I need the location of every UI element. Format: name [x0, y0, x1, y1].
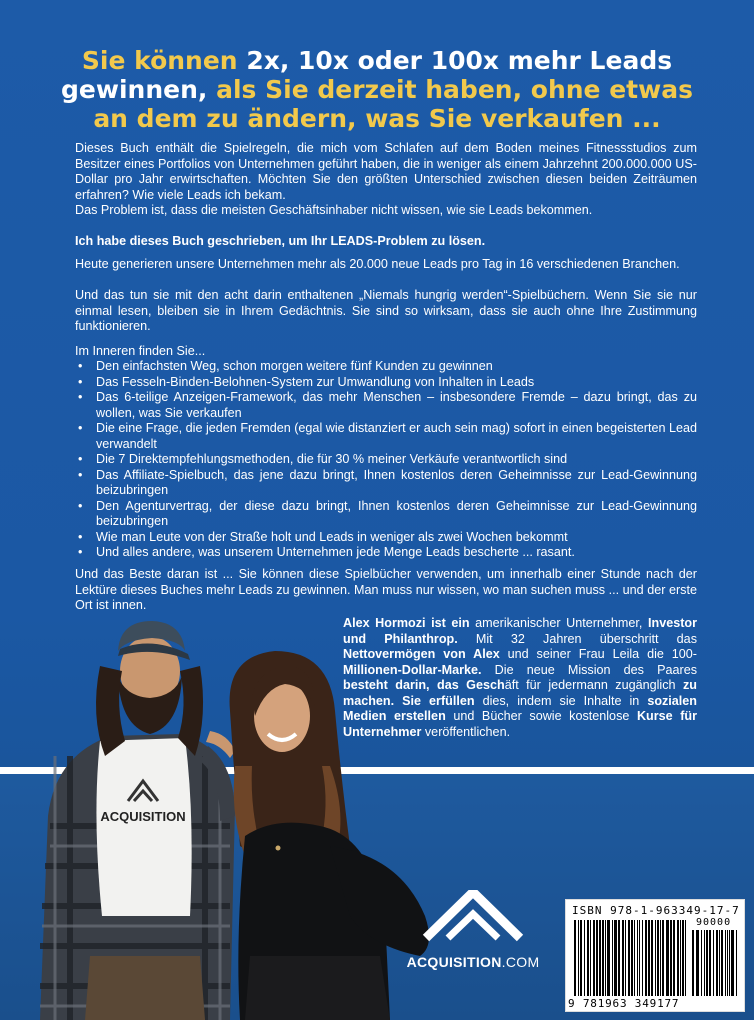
list-item: • Das Fesseln-Binden-Belohnen-System zur Umwandlung von Inhalten in Leads [75, 375, 697, 391]
bio-part: Investor und Philanthrop. [343, 616, 697, 646]
addon-bars [692, 930, 740, 996]
bio-part: zu machen. Sie erfüllen [343, 678, 697, 708]
bio-part: amerikanischer Unternehmer, [469, 616, 648, 630]
bio-part: Die neue Mission des Paares [481, 662, 697, 677]
bio-part: dies, indem sie Inhalte in [474, 693, 648, 708]
bio-part: Mit 32 Jahren überschritt das [457, 631, 697, 646]
acquisition-mountain-icon [378, 890, 568, 952]
brand-name-suffix: .COM [501, 954, 540, 970]
list-item: • Die eine Frage, die jeden Fremden (egal wie distanziert er auch sein mag) sofort in einen begeisterten Lead verwandelt [75, 421, 697, 452]
findings-intro: Im Inneren finden Sie... [75, 344, 206, 358]
bio-part: sozialen Medien erstellen [343, 693, 698, 723]
brand-name [378, 954, 568, 970]
intro-paragraph-1: Dieses Buch enthält die Spielregeln, die mich vom Schlafen auf dem Boden meines Fitnessstudios zum Besitzer eines Portfolios von Unternehmen geführt haben, die in weniger als einem Jahrzehnt 200.000.000 US-Dollar pro Jahr erwirtschaften. Möchten Sie den größten Unterschied zwischen diesen beiden Zeiträumen erfahren? Wie viele Leads ich bekam. [75, 141, 697, 202]
bio-part: besteht darin, das Gesch [343, 678, 505, 692]
list-item: • Wie man Leute von der Straße holt und Leads in weniger als zwei Wochen bekommt [75, 530, 697, 546]
intro-paragraph-4: Heute generieren unsere Unternehmen mehr als 20.000 neue Leads pro Tag in 16 verschiedenen Branchen. [75, 257, 680, 271]
isbn-barcode [565, 899, 745, 1012]
headline-emphasis-2: gewinnen, [61, 75, 208, 104]
list-item: • Und alles andere, was unserem Unternehmen jede Menge Leads bescherte ... rasant. [75, 545, 697, 561]
headline-line-3: an dem zu ändern, was Sie verkaufen ... [93, 104, 661, 133]
isbn-number: ISBN 978-1-963349-17-7 [572, 904, 740, 917]
list-item: • Den einfachsten Weg, schon morgen weitere fünf Kunden zu gewinnen [75, 359, 697, 375]
bio-part: Alex Hormozi ist ein [343, 616, 470, 630]
list-item: • Das Affiliate-Spielbuch, das jene dazu bringt, Ihnen kostenlos deren Geheimnisse zur Lead-Gewinnung beizubringen [75, 468, 697, 499]
brand-name-bold: ACQUISITION [406, 954, 502, 970]
barcode-bars [574, 920, 689, 996]
bio-part: Nettovermögen von Alex [343, 647, 500, 661]
man-figure [40, 621, 235, 1020]
headline-line-1 [40, 46, 714, 75]
list-item: • Die 7 Direktempfehlungsmethoden, die für 30 % meiner Verkäufe verantwortlich sind [75, 452, 697, 468]
headline-accent-1: Sie können [81, 46, 247, 75]
shirt-logo-text: ACQUISITION [100, 809, 186, 824]
bio-part: äft für jedermann zugänglich [504, 678, 683, 692]
headline-emphasis-1: 2x, 10x oder 100x mehr Leads [246, 46, 673, 75]
bio-part: und seiner Frau Leila die 100- [499, 647, 698, 661]
headline-accent-2: als Sie derzeit haben, ohne etwas [207, 75, 693, 104]
price-addon: 90000 [696, 917, 732, 928]
intro-paragraph-5: Und das tun sie mit den acht darin enthaltenen „Niemals hungrig werden“-Spielbüchern. Wenn Sie sie nur einmal lesen, bleiben sie in Ihrem Gedächtnis. Sie sind so wirksam, dass sie auch ohne Ihre Zustimmung funktionieren. [75, 288, 697, 333]
bio-part: und Bücher sowie kostenlose [445, 709, 637, 723]
bio-part: veröffentlichen. [421, 724, 511, 739]
brand-logo [378, 890, 568, 970]
bio-part: Kurse für Unternehmer [343, 709, 698, 739]
bio-part: Millionen-Dollar-Marke. [343, 662, 482, 677]
closing-paragraph: Und das Beste daran ist ... Sie können diese Spielbücher verwenden, um innerhalb einer Stunde nach der Lektüre dieses Buches mehr Leads zu gewinnen. Man muss nur wissen, wo man suchen muss ... und der erste Ort ist innen. [75, 567, 697, 612]
findings-list [75, 359, 697, 561]
headline-line-2 [40, 75, 714, 104]
intro-paragraph-2: Das Problem ist, dass die meisten Geschäftsinhaber nicht wissen, wie sie Leads bekommen. [75, 203, 593, 217]
list-item: • Den Agenturvertrag, der diese dazu bringt, Ihnen kostenlos deren Geheimnisse zur Lead-Gewinnung beizubringen [75, 499, 697, 530]
list-item: • Das 6-teilige Anzeigen-Framework, das mehr Menschen – insbesondere Fremde – dazu bringt, das zu wollen, was Sie verkaufen [75, 390, 697, 421]
barcode-number: 9 781963 349177 [568, 997, 680, 1010]
headline [40, 46, 714, 133]
intro-statement: Ich habe dieses Buch geschrieben, um Ihr LEADS-Problem zu lösen. [75, 234, 486, 248]
